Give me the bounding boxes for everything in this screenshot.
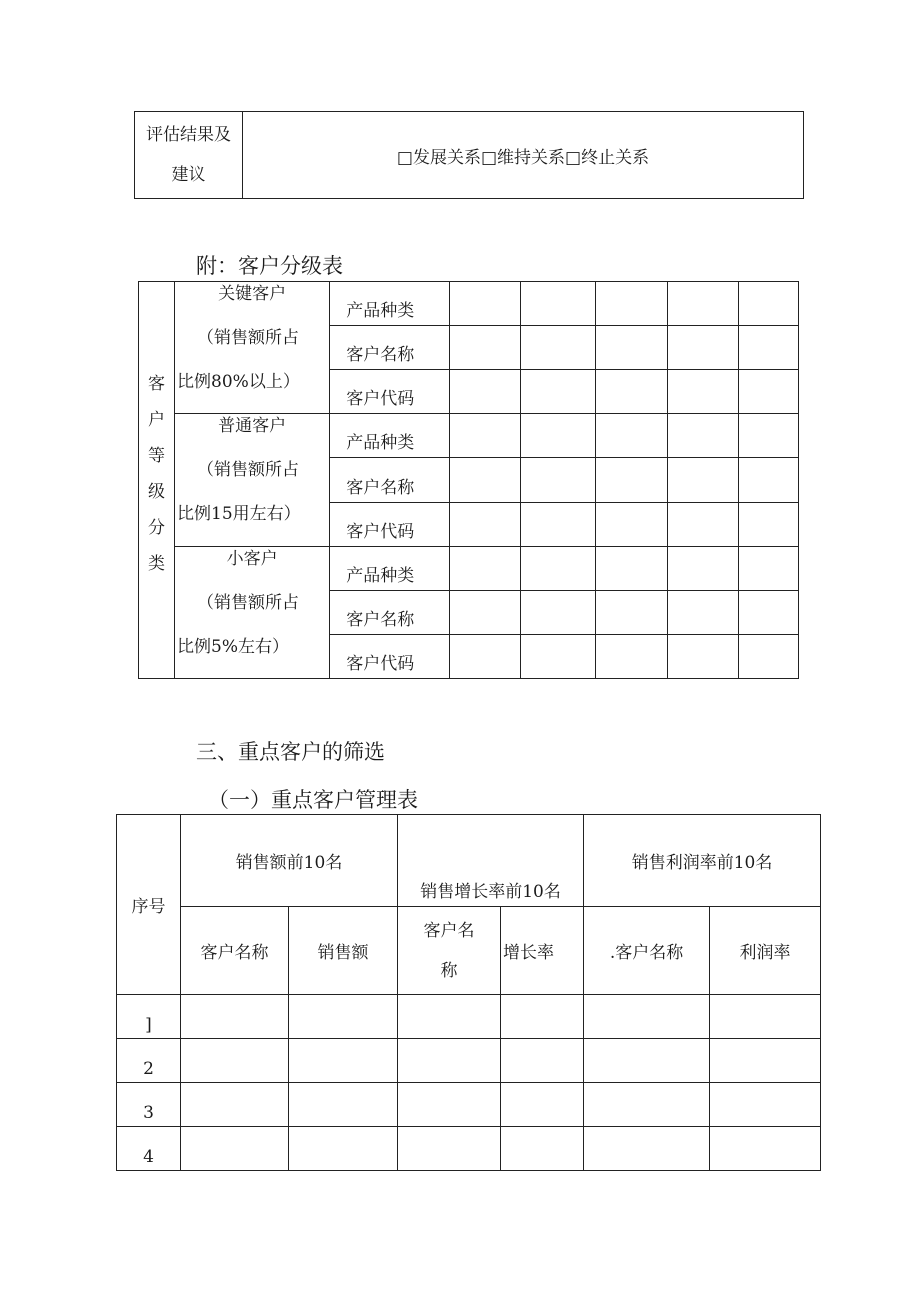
category-desc-2: 比例80%以上） <box>177 372 300 392</box>
profit-top10-header: 销售利润率前10名 <box>584 815 821 907</box>
blank-cell <box>667 282 738 326</box>
blank-cell <box>520 414 595 458</box>
blank-cell <box>667 590 738 634</box>
blank-cell <box>667 370 738 414</box>
row-number: 2 <box>117 1039 181 1083</box>
row-number: ] <box>117 995 181 1039</box>
subsection-heading: （一）重点客户管理表 <box>208 788 418 812</box>
field-label: 客户代码 <box>330 370 450 414</box>
grading-row <box>139 546 799 590</box>
blank-cell <box>520 502 595 546</box>
blank-cell <box>450 590 520 634</box>
grading-vertical-label <box>139 282 175 679</box>
blank-cell <box>595 634 667 678</box>
blank-cell <box>520 370 595 414</box>
blank-cell <box>595 458 667 502</box>
blank-cell <box>450 634 520 678</box>
vertical-char: 级 <box>148 482 166 502</box>
growth-rate-header: 增长率 <box>501 907 584 995</box>
blank-cell <box>595 502 667 546</box>
blank-cell <box>520 282 595 326</box>
appendix-heading: 附：客户分级表 <box>196 254 343 278</box>
table-row <box>117 1039 821 1083</box>
vertical-char: 客 <box>148 374 166 394</box>
blank-cell <box>450 458 520 502</box>
blank-cell <box>450 282 520 326</box>
field-label: 客户代码 <box>330 502 450 546</box>
blank-cell <box>667 502 738 546</box>
blank-cell <box>595 370 667 414</box>
blank-cell <box>667 326 738 370</box>
field-label: 客户名称 <box>330 590 450 634</box>
category-name: 普通客户 <box>218 416 287 437</box>
row-number: 3 <box>117 1083 181 1127</box>
grading-category <box>175 414 330 546</box>
vertical-char: 类 <box>148 554 166 574</box>
blank-cell <box>450 546 520 590</box>
blank-cell <box>738 590 798 634</box>
vertical-char: 等 <box>148 446 166 466</box>
field-label: 客户名称 <box>330 326 450 370</box>
category-desc-2: 比例15用左右） <box>177 504 301 525</box>
customer-grading-table <box>138 281 799 679</box>
blank-cell <box>450 502 520 546</box>
blank-cell <box>738 502 798 546</box>
blank-cell <box>520 458 595 502</box>
category-desc-1: （销售额所占 <box>197 460 300 481</box>
category-desc-2: 比例5%左右） <box>177 636 290 657</box>
grading-row <box>139 282 799 326</box>
category-name: 关键客户 <box>218 284 287 304</box>
grading-category <box>175 282 330 414</box>
blank-cell <box>738 326 798 370</box>
blank-cell <box>595 282 667 326</box>
blank-cell <box>738 546 798 590</box>
category-desc-1: （销售额所占 <box>197 328 300 348</box>
row-number: 4 <box>117 1127 181 1171</box>
blank-cell <box>520 326 595 370</box>
field-label: 产品种类 <box>330 546 450 590</box>
blank-cell <box>738 282 798 326</box>
table-row <box>117 1083 821 1127</box>
blank-cell <box>520 590 595 634</box>
blank-cell <box>595 590 667 634</box>
blank-cell <box>738 414 798 458</box>
table-row <box>117 1127 821 1171</box>
grading-category <box>175 546 330 678</box>
evaluation-label-line1: 评估结果及 <box>146 125 231 145</box>
customer-name-header-3: .客户名称 <box>584 907 710 995</box>
evaluation-options: □发展关系□维持关系□终止关系 <box>243 112 804 199</box>
field-label: 产品种类 <box>330 282 450 326</box>
category-desc-1: （销售额所占 <box>197 592 300 613</box>
customer-name-line1: 客户名 <box>423 920 475 941</box>
blank-cell <box>520 546 595 590</box>
evaluation-label-line2: 建议 <box>171 165 206 185</box>
table-row <box>117 995 821 1039</box>
blank-cell <box>667 414 738 458</box>
blank-cell <box>667 546 738 590</box>
grading-row <box>139 414 799 458</box>
blank-cell <box>595 414 667 458</box>
blank-cell <box>520 634 595 678</box>
field-label: 产品种类 <box>330 414 450 458</box>
category-name: 小客户 <box>226 548 278 569</box>
vertical-char: 户 <box>148 410 166 430</box>
blank-cell <box>667 634 738 678</box>
growth-top10-header: 销售增长率前10名 <box>398 815 584 907</box>
blank-cell <box>738 458 798 502</box>
field-label: 客户代码 <box>330 634 450 678</box>
blank-cell <box>595 326 667 370</box>
section-heading: 三、重点客户的筛选 <box>196 740 385 764</box>
vertical-char: 分 <box>148 518 166 538</box>
seq-header: 序号 <box>117 815 181 995</box>
blank-cell <box>595 546 667 590</box>
sales-top10-header: 销售额前10名 <box>181 815 398 907</box>
customer-name-line2: 称 <box>440 960 458 981</box>
blank-cell <box>738 370 798 414</box>
evaluation-label-cell <box>135 112 243 199</box>
key-customer-table <box>116 814 821 1171</box>
blank-cell <box>450 370 520 414</box>
blank-cell <box>450 326 520 370</box>
blank-cell <box>450 414 520 458</box>
customer-name-header-2 <box>398 907 501 995</box>
blank-cell <box>738 634 798 678</box>
profit-rate-header: 利润率 <box>710 907 821 995</box>
field-label: 客户名称 <box>330 458 450 502</box>
sales-amount-header: 销售额 <box>289 907 398 995</box>
customer-name-header: 客户名称 <box>181 907 289 995</box>
blank-cell <box>667 458 738 502</box>
evaluation-table <box>134 111 804 199</box>
